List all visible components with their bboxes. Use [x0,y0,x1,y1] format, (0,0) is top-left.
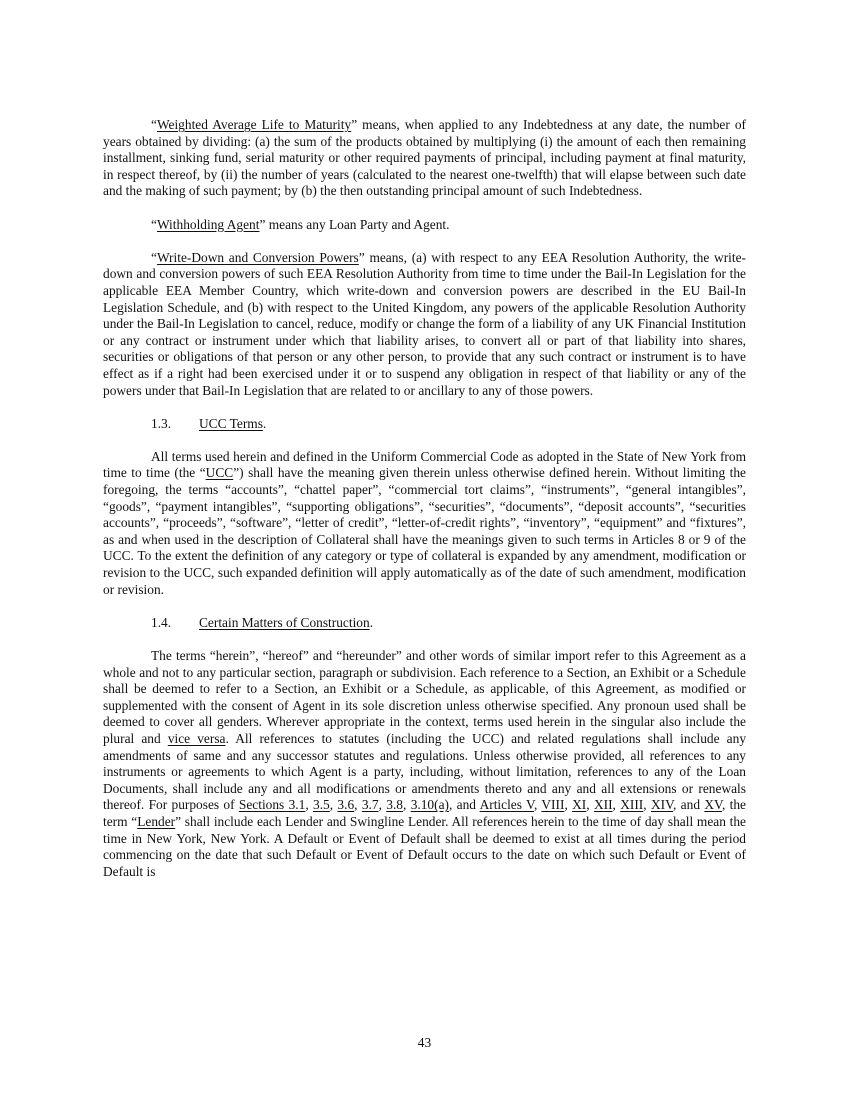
vice-versa: vice versa [167,730,226,746]
article-ref: XII [593,797,613,813]
article-ref: XV [704,797,722,813]
definition-write-down-conversion-powers: “Write-Down and Conversion Powers” means, (a) with respect to any EEA Resolution Authority, the write-down and conversion powers of such EEA Resolution Authority from time to time under the Bail-In Legislation for the applicable EEA Member Country, which write-down and conversion powers are described in the EU Bail-In Legislation Schedule, and (b) with respect to the United Kingdom, any powers of the applicable Resolution Authority under the Bail-In Legislation to cancel, reduce, modify or change the form of a liability of any UK Financial Institution or any contract or instrument under which that liability arises, to convert all or part of that liability into shares, securities or obligations of that person or any other person, to provide that any such contract or instrument is to have effect as if a right had been exercised under it or to suspend any obligation in respect of that liability or any of the powers under that Bail-In Legislation that are related to or ancillary to any of those powers. [103,249,746,398]
definition-body: means, when applied to any Indebtedness at any date, the number of years obtained by dividing: (a) the sum of the products obtained by multiplying (i) the amount of each then remaining installment, sinking fund, serial maturity or other required payments of principal, including payment at final maturity, in respect thereof, by (ii) the number of years (calculated to the nearest one-twelfth) that will elapse between such date and the making of such payment; by (b) the then outstanding principal amount of such Indebtedness. [103,117,746,199]
section-title: UCC Terms [199,415,263,431]
definition-weighted-average-life: “Weighted Average Life to Maturity” means, when applied to any Indebtedness at any date, the number of years obtained by dividing: (a) the sum of the products obtained by multiplying (i) the amount of each then remaining installment, sinking fund, serial maturity or other required payments of principal, including payment at final maturity, in respect thereof, by (ii) the number of years (calculated to the nearest one-twelfth) that will elapse between such date and the making of such payment; by (b) the then outstanding principal amount of such Indebtedness. [103,117,746,199]
definition-withholding-agent: “Withholding Agent” means any Loan Party and Agent. [151,216,450,232]
section-number: 1.4. [151,614,172,630]
defined-term: Write-Down and Conversion Powers [156,249,359,265]
section-heading-1-3: 1.3. UCC Terms. [151,415,267,431]
definition-body: means any Loan Party and Agent. [265,216,450,232]
section-ref: Sections 3.1 [238,797,306,813]
defined-term: Withholding Agent [156,216,260,232]
section-ref: 3.6 [337,797,355,813]
document-page [103,117,746,880]
paragraph-construction: The terms “herein”, “hereof” and “hereunder” and other words of similar import refer to this Agreement as a whole and not to any particular section, paragraph or subdivision. Each reference to a Section, an Exhibit or a Schedule shall be deemed to refer to a Section, an Exhibit or a Schedule, as applicable, of this Agreement, as modified or supplemented with the consent of Agent in its sole discretion unless otherwise specified. Any pronoun used shall be deemed to cover all genders. Wherever appropriate in the context, terms used herein in the singular also include the plural and vice versa. All references to statutes (including the UCC) and related regulations shall include any amendments of same and any successor statutes and regulations. Unless otherwise provided, all references to any instruments or agreements to which Agent is a party, including, without limitation, references to any of the Loan Documents, shall include any and all modifications or amendments thereto and any and all extensions or renewals thereof. For purposes of Sections 3.1, 3.5, 3.6, 3.7, 3.8, 3.10(a), and Articles V, VIII, XI, XII, XIII, XIV, and XV, the term “Lender” shall include each Lender and Swingline Lender. All references herein to the time of day shall mean the time in New York, New York. A Default or Event of Default shall be deemed to exist at all times during the period commencing on the date that such Default or Event of Default occurs to the date on which such Default or Event of Default is [103,648,747,879]
definition-body: means, (a) with respect to any EEA Resolution Authority, the write-down and conversion powers of such EEA Resolution Authority from time to time under the Bail-In Legislation for the applicable EEA Member Country, which write-down and conversion powers are described in the EU Bail-In Legislation Schedule, and (b) with respect to the United Kingdom, any powers of the applicable Resolution Authority under the Bail-In Legislation to cancel, reduce, modify or change the form of a liability of any UK Financial Institution or any contract or instrument under which that liability arises, to convert all or part of that liability into shares, securities or obligations of that person or any other person, to provide that any such contract or instrument is to have effect as if a right had been exercised under it or to suspend any obligation in respect of that liability or any of the powers under that Bail-In Legislation that are related to or ancillary to any of those powers. [103,249,746,398]
article-ref: XIV [650,797,674,813]
article-ref: XIII [620,797,644,813]
defined-term: Weighted Average Life to Maturity [156,117,352,132]
section-title: Certain Matters of Construction [199,614,370,630]
article-ref: XI [572,797,587,813]
page-number: 43 [417,1035,432,1050]
article-ref: Articles V [479,797,534,813]
section-ref: 3.5 [313,797,330,813]
paragraph-ucc-terms: All terms used herein and defined in the Uniform Commercial Code as adopted in the State of New York from time to time (the “UCC”) shall have the meaning given therein unless otherwise defined herein. Without limiting the foregoing, the terms “accounts”, “chattel paper”, “commercial tort claims”, “instruments”, “general intangibles”, “goods”, “payment intangibles”, “supporting obligations”, “securities”, “documents”, “deposit accounts”, “securities accounts”, “proceeds”, “software”, “letter of credit”, “letter-of-credit rights”, “inventory”, “equipment” and “fixtures”, as and when used in the description of Collateral shall have the meanings given to such terms in Articles 8 or 9 of the UCC. To the extent the definition of any category or type of collateral is expanded by any amendment, modification or revision to the UCC, such expanded definition will apply automatically as of the date of such amendment, modification or revision. [103,448,746,597]
defined-term: Lender [137,813,176,829]
section-ref: 3.10(a) [410,797,449,813]
section-number: 1.3. [151,415,172,431]
section-heading-1-4: 1.4. Certain Matters of Construction. [151,614,374,630]
section-ref: 3.8 [386,797,404,813]
section-ref: 3.7 [361,797,379,813]
defined-term: UCC [205,465,234,481]
article-ref: VIII [541,797,565,813]
